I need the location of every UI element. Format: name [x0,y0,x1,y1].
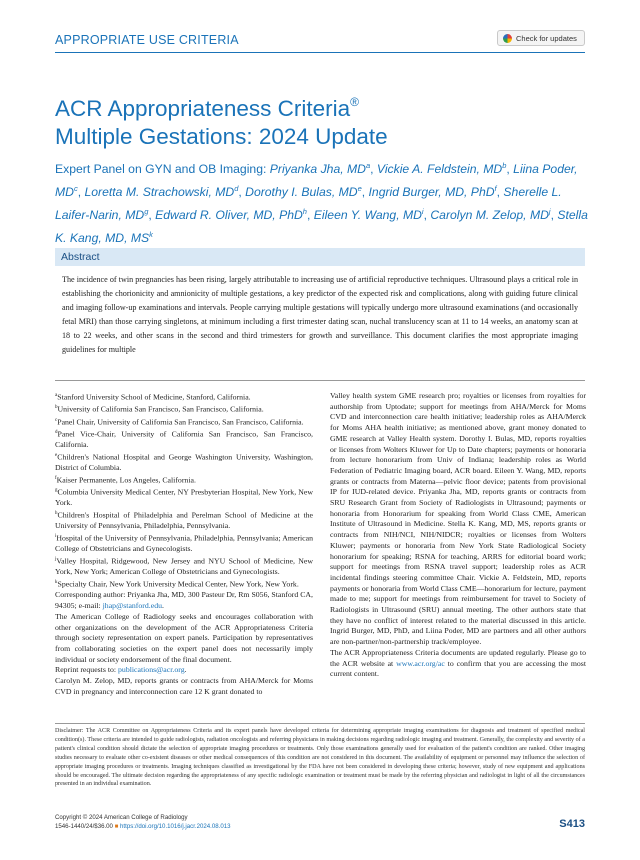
section-label: APPROPRIATE USE CRITERIA [55,33,239,47]
section-divider [55,380,585,381]
author-prefix: Expert Panel on GYN and OB Imaging: [55,162,270,177]
acr-website-link[interactable]: www.acr.org/ac [396,658,445,668]
doi-link[interactable]: https://doi.org/10.1016/j.jacr.2024.08.013 [120,823,231,830]
right-column [330,391,586,680]
title-line-2: Multiple Gestations: 2024 Update [55,124,388,149]
bullet-icon: ■ [114,823,119,830]
affiliation-item: $^b$University of California San Francisco, San Francisco, California. [55,404,264,414]
author-name: Liina Poder, $MD^c$ [55,162,578,200]
abstract-text: The incidence of twin pregnancies has been rising, largely attributable to increasing use of artificial reproductive techniques. Ultrasound plays a critical role in establishing the chorionicity and amnionicity of multiple gestations, a key predictor of the expected risk and complications, along with guiding future clinical and imaging follow-up examinations and intervals. People carrying multiple gestations will typically undergo more ultrasound examinations (and occasionally fetal MRI) than those carrying singletons, at minimum including a first trimester dating scan, nuchal translucency scan at 11 to 14 weeks, an anatomy scan at 18 to 22 weeks, and other scans in the second and third trimesters for growth and surveillance. This document clarifies the most appropriate imaging guidelines for multiple [62,275,578,354]
crossmark-icon [503,34,512,43]
affiliation-item: $^d$Panel Vice-Chair, University of California San Francisco, San Francisco, California. [55,429,313,450]
update-note: The ACR Appropriateness Criteria documents are updated regularly. Please go to the ACR website at www.acr.org/ac to confirm that you are accessing the most current content. [330,647,586,679]
disclosures-left: Carolyn M. Zelop, MD, reports grants or contracts from AHA/Merck for Moms CVD in pregnancy and interconnection care 12 K grant donated to [55,676,313,696]
header-divider [55,52,585,53]
affiliation-item: $^f$Kaiser Permanente, Los Angeles, California. [55,475,196,485]
affiliation-item: $^a$Stanford University School of Medicine, Stanford, California. [55,392,251,402]
affiliation-list [55,391,313,590]
disclaimer: Disclaimer: The ACR Committee on Appropriateness Criteria and its expert panels have developed criteria for determining appropriate imaging examinations for diagnosis and treatment of specified medical condition(s). These criteria are intended to guide radiologists, radiation oncologists and referring physicians in making decisions regarding radiologic imaging and treatment. Generally, the complexity and severity of a patient's clinical condition should dictate the selection of appropriate imaging procedures or treatments. Only those examinations generally used for evaluation of the patient's condition are ranked. Other imaging studies necessary to evaluate other co-existent diseases or other medical consequences of this condition are not considered in this document. The availability of equipment or personnel may influence the selection of appropriate imaging procedures or treatments. Imaging techniques classified as investigational by the FDA have not been considered in developing these criteria; however, study of new equipment and applications should be encouraged. The ultimate decision regarding the appropriateness of any specific radiologic examination or treatment must be made by the referring physician and radiologist in light of all the circumstances presented in an individual examination. [55,723,585,789]
left-column [55,391,313,698]
author-name: Stella K. Kang, MD, $MS^k$ [55,208,588,246]
article-title [55,88,575,151]
page-footer [55,813,231,831]
copyright: Copyright © 2024 American College of Radiology [55,814,188,821]
corresponding-email-link[interactable]: jhap@stanford.edu [102,601,163,611]
affiliation-item: $^i$Hospital of the University of Pennsylvania, Philadelphia, Pennsylvania; American College of Obstetricians and Gynecologists. [55,533,313,554]
author-name: Vickie A. Feldstein, $MD^b$ [376,161,507,177]
check-for-updates-button[interactable] [497,30,585,46]
affiliation-item: $^k$Specialty Chair, New York University Medical Center, New York, New York. [55,579,299,589]
author-name: Ingrid Burger, MD, PhD$^f$ [368,184,497,200]
affiliation-item: $^j$Valley Hospital, Ridgewood, New Jersey and NYU School of Medicine, New York, New York; American College of Obstetricians and Gynecologists. [55,556,313,577]
check-for-updates-label: Check for updates [516,33,577,43]
disclosures-right: Valley health system GME research pro; royalties or licenses from royalties for authorship from Uptodate; support for meetings from AHA/Merck for Moms CVD and interconnection care health initiative; leadership roles as AHA/Merck for Moms AHA health initiative; as mentioned above, grant money donated to GME research at Valley Health system. Dorothy I. Bulas, MD, reports royalties or licenses from Wolters Kluwer for Up to Date chapters; payments or honoraria from lecture honorarium from Univ of Indiana; leadership roles as World Federation of Pediatric Imaging board, ACR board. Eileen Y. Wang, MD, reports grants or contracts from Materna—pelvic floor device; patents from provisional IP for IUD-related device. Priyanka Jha, MD, reports grants or contracts from SRU Research Grant from Society of Radiologists in Ultrasound; payments or honoraria from Honorarium for speaking from World Class CME, American Institute of Ultrasound in Medicine. Stella K. Kang, MD, MS, reports grants or contracts from NIH/NCI, NIH/NIDCR; royalties or licenses from Wolters Kluwer; payments or honoraria from New York State Radiological Society honorarium for speaking; RSNA for teaching, ARRS for editorial board work; support for meetings from RSNA travel support; leadership roles as ACR incidental findings steering committee Chair. Vickie A. Feldstein, MD, reports payments or honoraria from World Class CME—honorarium for lecture, payment made to me; support for meetings from reimbursement for travel to Society of Radiologists in Ultrasound (SRU) annual meeting. The other authors state that they have no conflict of interest related to the material discussed in this article. Ingrid Burger, MD, PhD, and Liina Poder, MD are partners and all other authors are non-partner/non-partnership track/employee. [330,391,586,647]
title-line-1: ACR Appropriateness Criteria [55,96,351,121]
author-name: Sherelle L. Laifer-Narin, $MD^g$ [55,185,562,223]
author-name: Eileen Y. Wang, $MD^i$ [313,207,424,223]
author-list: Expert Panel on GYN and OB Imaging: Priyanka Jha, $MD^a$, Vickie A. Feldstein, $MD^b$, Liina Poder, $MD^c$, Loretta M. Strachowski, $MD^d$, Dorothy I. Bulas, MDe, Ingrid Burger, MD, PhD$^f$, Sherelle L. Laifer-Narin, $MD^g$, Edward R. Oliver, MD, PhD$^h$, Eileen Y. Wang, $MD^i$, Carolyn M. Zelop, $MD^j$, Stella K. Kang, MD, $MS^k$ [55,161,588,246]
affiliation-item: $^c$Panel Chair, University of California San Francisco, San Francisco, California. [55,417,304,427]
reprint-email-link[interactable]: publications@acr.org [118,665,185,675]
author-name: Dorothy I. Bulas, MDe [245,184,362,200]
affiliation-item: $^h$Children's Hospital of Philadelphia and Perelman School of Medicine at the University of Pennsylvania, Philadelphia, Pennsylvania. [55,510,313,531]
author-name: Edward R. Oliver, MD, PhD$^h$ [155,207,307,223]
affiliation-item: $^e$Children's National Hospital and George Washington University, Washington, District of Columbia. [55,452,313,473]
affiliation-item: $^g$Columbia University Medical Center, NY Presbyterian Hospital, New York, New York. [55,487,313,508]
corresponding-author: Corresponding author: Priyanka Jha, MD, 300 Pasteur Dr, Rm S056, Stanford CA, 94305; e-mail: jhap@stanford.edu. [55,590,313,611]
author-name: Priyanka Jha, $MD^a$ [269,161,371,177]
abstract-heading: Abstract [55,248,585,266]
registered-mark: ® [350,95,359,109]
issn: 1546-1440/24/$36.00 [55,823,113,830]
acr-collaboration-note: The American College of Radiology seeks and encourages collaboration with other organizations on the development of the ACR Appropriateness Criteria through society representation on expert panels. Participation by representatives from collaborating societies on the expert panel does not necessarily imply individual or society endorsement of the final document. Reprint requests to: publications@acr.org. [55,611,313,675]
author-name: Loretta M. Strachowski, $MD^d$ [84,184,239,200]
page-number: S413 [559,818,585,830]
author-name: Carolyn M. Zelop, $MD^j$ [430,207,551,223]
